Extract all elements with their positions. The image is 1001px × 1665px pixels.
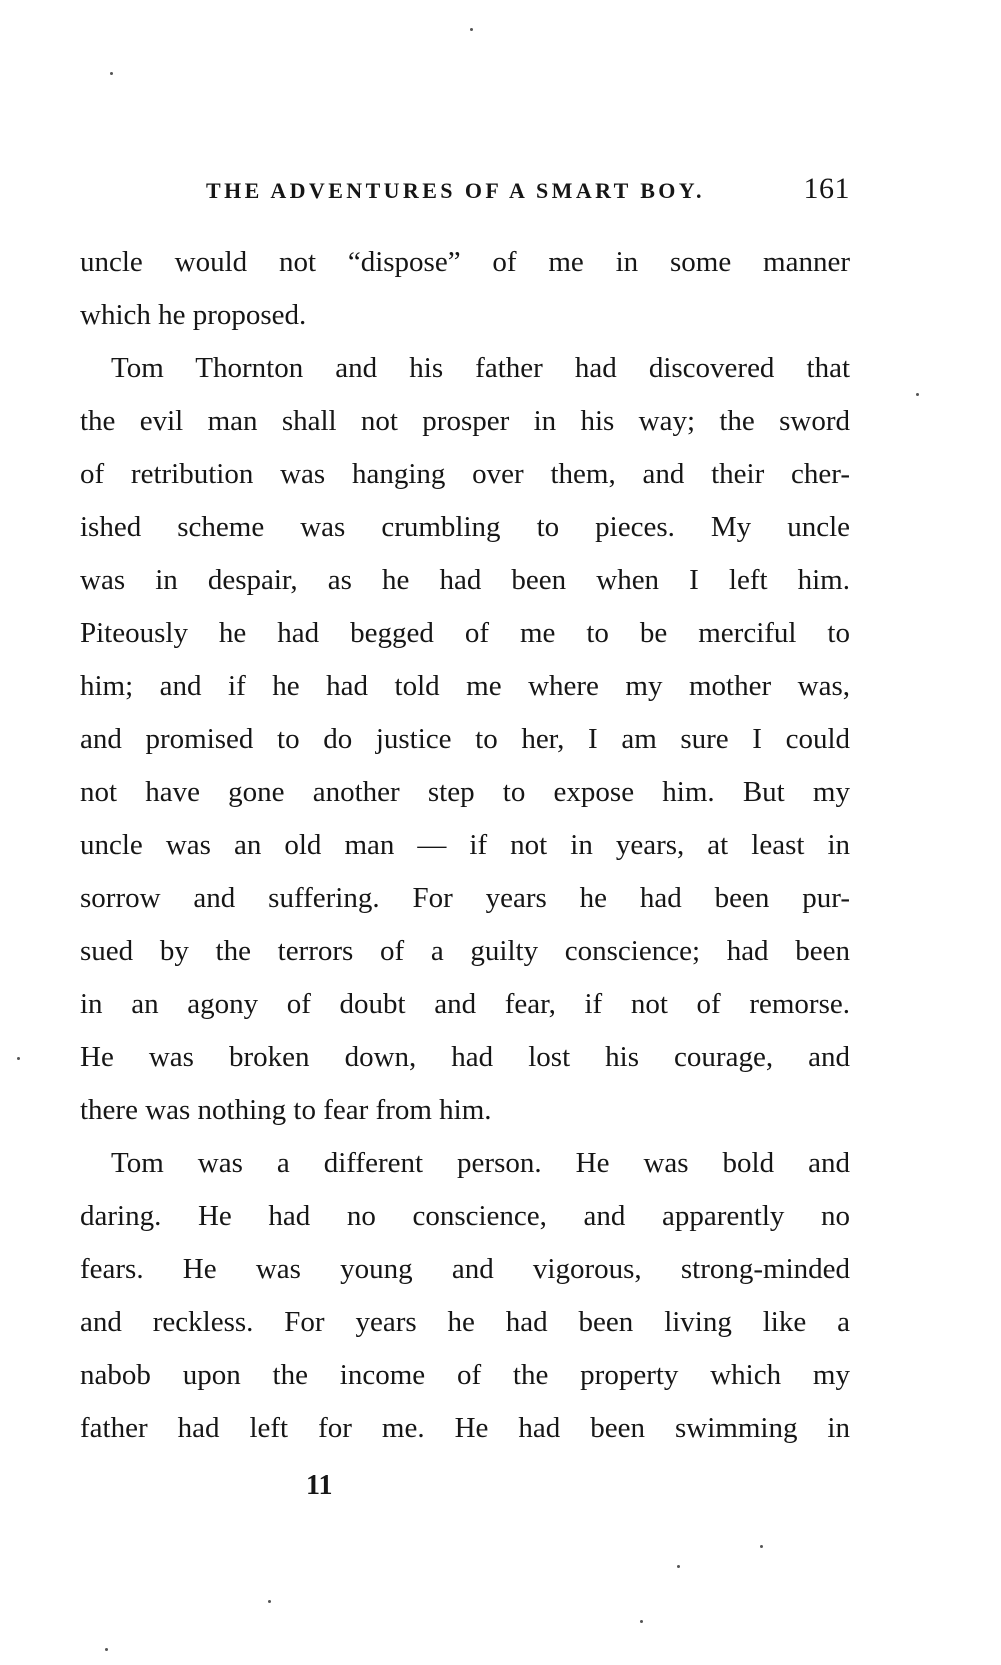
text-line: uncle was an old man — if not in years, at least in: [80, 829, 850, 861]
text-line: in an agony of doubt and fear, if not of remorse.: [80, 988, 850, 1020]
text-line: nabob upon the income of the property which my: [80, 1359, 850, 1391]
body-text: [80, 236, 850, 1455]
text-line: which he proposed.: [80, 299, 307, 331]
text-line: there was nothing to fear from him.: [80, 1094, 492, 1126]
text-line: him; and if he had told me where my mother was,: [80, 670, 850, 702]
text-line: fears. He was young and vigorous, strong-minded: [80, 1253, 850, 1285]
text-line: uncle would not “dispose” of me in some manner: [80, 246, 850, 278]
text-line: was in despair, as he had been when I left him.: [80, 564, 850, 596]
paper-speck: [677, 1565, 680, 1568]
text-line: daring. He had no conscience, and apparently no: [80, 1200, 850, 1232]
signature-mark: 11: [306, 1470, 333, 1501]
paper-speck: [640, 1620, 643, 1623]
running-title: THE ADVENTURES OF A SMART BOY.: [206, 178, 705, 203]
paper-speck: [916, 393, 919, 396]
text-line: and reckless. For years he had been living like a: [80, 1306, 850, 1338]
text-line: and promised to do justice to her, I am sure I could: [80, 723, 850, 755]
paper-speck: [470, 28, 473, 31]
paper-speck: [17, 1057, 20, 1060]
text-line: Tom Thornton and his father had discovered that: [111, 352, 850, 384]
page-number: 161: [803, 172, 850, 205]
paper-speck: [105, 1648, 108, 1651]
paper-speck: [760, 1545, 763, 1548]
text-line: not have gone another step to expose him. But my: [80, 776, 850, 808]
text-line: the evil man shall not prosper in his way; the sword: [80, 405, 850, 437]
text-line: Tom was a different person. He was bold and: [111, 1147, 850, 1179]
text-line: of retribution was hanging over them, and their cher-: [80, 458, 850, 490]
paper-speck: [110, 72, 113, 75]
text-line: sued by the terrors of a guilty conscience; had been: [80, 935, 850, 967]
text-line: father had left for me. He had been swimming in: [80, 1412, 850, 1444]
text-line: sorrow and suffering. For years he had been pur-: [80, 882, 850, 914]
paper-speck: [268, 1600, 271, 1603]
text-line: Piteously he had begged of me to be merciful to: [80, 617, 850, 649]
text-line: ished scheme was crumbling to pieces. My uncle: [80, 511, 850, 543]
running-head: [80, 172, 850, 212]
text-line: He was broken down, had lost his courage, and: [80, 1041, 850, 1073]
